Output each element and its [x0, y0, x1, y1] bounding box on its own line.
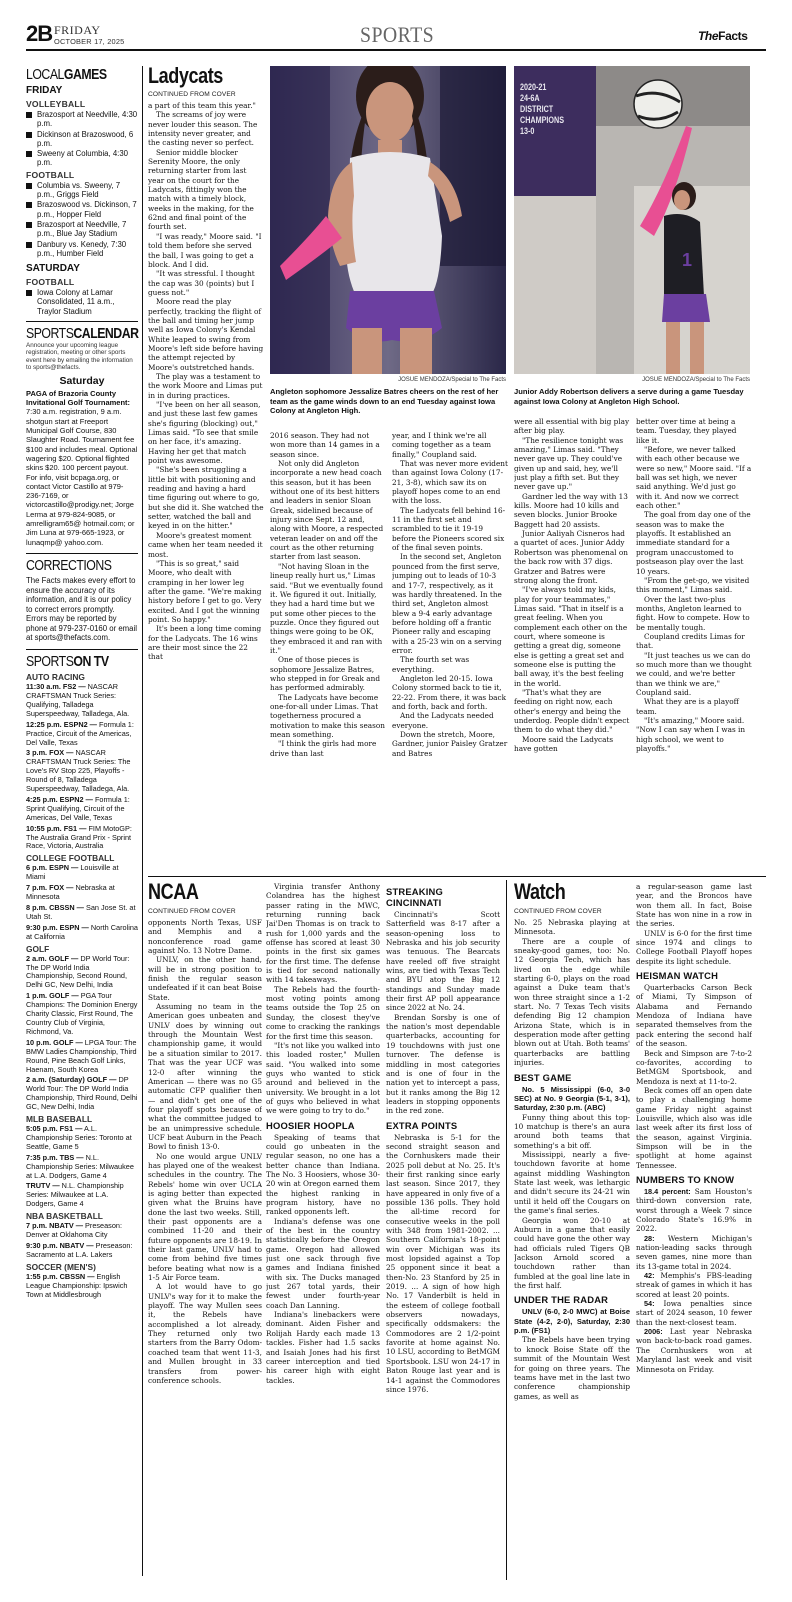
tv-time: 4:25 p.m. ESPN2 —	[26, 794, 93, 804]
football-label: FOOTBALL	[26, 169, 75, 180]
numbers-item	[636, 1234, 752, 1271]
numbers-value: Sam Houston's third-down conversion rate, worst through a Week 7 since Colorado State's 16.9% in 2022.	[636, 1186, 752, 1234]
article-column	[148, 918, 262, 1385]
newspaper-logo	[698, 29, 748, 43]
numbers-key: 18.4 percent:	[644, 1186, 691, 1196]
divider	[26, 649, 138, 650]
tv-time: 10:55 p.m. FS1 —	[26, 823, 87, 833]
tv-item	[26, 884, 138, 902]
tv-item	[26, 1154, 138, 1181]
paragraph: A lot would have to go UNLV's way for it to make the playoff. The way Mullen sees it, the Rebels have accomplished a lot already. They returned only two starters from the Barry Odom-coached team that went 11-3, and Mullen brought in 33 transfers from power-conference schools.	[148, 1282, 262, 1385]
tv-listing	[26, 672, 138, 1299]
watch-col2	[636, 882, 752, 1588]
subhead: UNDER THE RADAR	[514, 1294, 609, 1306]
numbers-item	[636, 1271, 752, 1299]
paragraph: "It's amazing," Moore said. "Now I can say when I was in high school, we went to playoffs."	[636, 716, 746, 754]
tv-time: 1 p.m. GOLF —	[26, 991, 79, 1001]
tv-time: 3 p.m. FOX —	[26, 748, 74, 758]
paragraph: "Not having Sloan in the lineup really hurt us," Limas said. "But we eventually found it. We figured it out. Initially, they had a hard time but we put some other pieces to the puzzle. Once they figured out things were going to be OK, they embraced it and ran with it."	[270, 561, 384, 655]
tv-desc: N.L. Championship Series: Milwaukee at L.A. Dodgers, Game 4	[26, 1181, 124, 1209]
tv-heading-a: SPORTS	[26, 653, 74, 671]
article-column	[636, 417, 752, 753]
subhead: BEST GAME	[514, 1071, 572, 1083]
football2-label: FOOTBALL	[26, 277, 75, 288]
tv-desc: Louisville at Miami	[26, 863, 119, 882]
paragraph: "Before, we never talked with each other because we were so new," Moore said. "If a ball was set high, we never said anything. We'd just go with it. And now we correct each other."	[636, 445, 752, 511]
paragraph: "The resilience tonight was amazing," Limas said. "They never gave up. They could've given up and said, hey, we'll just play a fifth set. But they never gave up."	[514, 435, 624, 492]
tv-category: SOCCER (MEN'S)	[26, 1261, 96, 1272]
tv-time: 1:55 p.m. CBSSN —	[26, 1271, 95, 1281]
ladycats-col3	[392, 431, 508, 871]
page-day: FRIDAY	[54, 23, 101, 37]
football-list	[26, 181, 138, 258]
paragraph: The screams of joy were never louder this season. The intensity never greater, and the casting never so perfect.	[148, 110, 258, 148]
local-games-heading-a: LOCAL	[26, 66, 64, 83]
tv-desc: FIM MotoGP: The Australia Grand Prix - Sprint Race, Victoria, Australia	[26, 823, 132, 851]
tv-time: 6 p.m. ESPN —	[26, 863, 79, 873]
article-column	[636, 882, 752, 1374]
paragraph: No. 25 Nebraska playing at Minnesota.	[514, 918, 630, 937]
watch-continued: CONTINUED FROM COVER	[514, 908, 602, 915]
paragraph: The Ladycats fell behind 16-11 in the first set and scrambled to tie it 19-19 before the Pioneers scored six of the final seven points.	[392, 505, 506, 553]
ladycats-col4	[514, 417, 630, 871]
numbers-item	[636, 1327, 752, 1374]
tv-heading-b: ON TV	[73, 653, 109, 671]
tv-desc: PGA Tour Champions: The Dominion Energy Charity Classic, First Round, The Country Club of Virginia, Richmond, Va.	[26, 991, 138, 1036]
paragraph: Angleton led 20-15. Iowa Colony stormed back to tie it, 22-22. From there, it was back and forth, back and forth.	[392, 673, 507, 711]
banner-line: 13-0	[520, 126, 535, 136]
corrections-body: The Facts makes every effort to ensure the accuracy of its information, and it is our policy to correct errors promptly. Errors may be reported by phone at 979-237-0160 or email at sports@thefacts.com.	[26, 575, 137, 643]
logo-the: The	[698, 29, 719, 43]
paragraph: The goal from day one of the season was to make the playoffs. It established an immediate standard for a program unaccustomed to postseason play over the last 10 years.	[636, 510, 751, 576]
banner-line: DISTRICT CHAMPIONS	[520, 104, 565, 125]
paragraph: What they are is a playoff team.	[636, 697, 739, 716]
subhead: EXTRA POINTS	[386, 1119, 458, 1131]
tv-desc: Formula 1: Sprint Qualifying, Circuit of the Americas, Del Valle, Texas	[26, 794, 130, 822]
tv-item	[26, 924, 138, 942]
list-item: Brazosport at Needville, 7 p.m., Blue Jay Stadium	[26, 220, 138, 239]
tv-item	[26, 955, 138, 991]
paragraph: "It was stressful. I thought the cap was 30 (points) but I guess not."	[148, 269, 255, 297]
section-title: SPORTS	[360, 22, 435, 47]
subhead: STREAKING CINCINNATI	[386, 886, 444, 908]
calendar-heading-b: CALENDAR	[73, 325, 139, 343]
tv-item	[26, 825, 138, 852]
tv-time: 5:05 p.m. FS1 —	[26, 1124, 83, 1134]
paragraph: Gardner led the way with 13 kills. Moore had 10 kills and seven blocks. Junior Brooke Baggett had 20 assists.	[514, 491, 628, 529]
paragraph: Georgia won 20-10 at Auburn in a game that easily could have gone the other way had officials ruled Tigers QB Jackson Arnold scored a touchdown rather than fumbled at the goal line late in the first half.	[514, 1215, 630, 1290]
calendar-event-title: PAGA of Brazoria County Invitational Golf Tournament:	[26, 388, 131, 408]
local-games-heading-b: GAMES	[63, 66, 107, 83]
tv-desc: NASCAR CRAFTSMAN Truck Series: Qualifying, Talladega Superspeedway, Talladega, Ala.	[26, 682, 130, 718]
numbers-item	[636, 1299, 752, 1327]
numbers-value: Last year Nebraska won back-to-back road games. The Cornhuskers won at Maryland last week and visit Minnesota on Friday.	[636, 1327, 752, 1374]
list-item: Brazoswood vs. Dickinson, 7 p.m., Hopper Field	[26, 200, 138, 219]
tv-category: NBA BASKETBALL	[26, 1211, 103, 1222]
paragraph: "She's been struggling a little bit with positioning and reading and having a hard time figuring out where to go, but she did it. She watched the setter, watched the ball and keyed in on the hitter."	[148, 465, 264, 531]
tv-desc: A.L. Championship Series: Toronto at Seattle, Game 5	[26, 1124, 132, 1151]
banner-line: 24-6A	[520, 93, 540, 103]
tv-category: COLLEGE FOOTBALL	[26, 853, 115, 864]
tv-desc: DP World Tour: The DP World India Championship, Third Round, Delhi GC, New Delhi, India	[26, 1075, 138, 1112]
numbers-value: Memphis's FBS-leading streak of games in which it has scored at least 20 points.	[636, 1271, 752, 1299]
paragraph: Virginia transfer Anthony Colandrea has the highest passer rating in the MWC, returning running back Jai'Den Thomas is on track to rush for 1,000 yards and the offense has scored at least 30 points in the first six games for the first time. The defense is tied for second nationally with 14 takeaways.	[266, 882, 380, 985]
tv-item	[26, 1182, 138, 1209]
paragraph: UNLV, on the other hand, will be in strong position to finish the regular season undefeated if it can beat Boise State.	[148, 955, 262, 1002]
list-item: Danbury vs. Kenedy, 7:30 p.m., Humber Field	[26, 240, 138, 259]
paragraph: There are a couple of sneaky-good games, too: No. 12 Georgia Tech, which has lived on the edge while starting 6-0, plays on the road against a Duke team that's won three straight since a 1-2 start. No. 7 Texas Tech visits defending Big 12 champion Arizona State, which is in desperation mode after getting blown out at Utah. Both teams' quarterbacks are battling injuries.	[514, 936, 630, 1068]
section-divider-vertical	[506, 880, 507, 1580]
tv-time: 9:30 p.m. ESPN —	[26, 922, 89, 932]
tv-category: AUTO RACING	[26, 672, 85, 683]
ncaa-continued: CONTINUED FROM COVER	[148, 908, 236, 915]
paragraph: Beck and Simpson are 7-to-2 co-favorites, according to BetMGM Sportsbook, and Mendoza is next at 11-to-2.	[636, 1048, 752, 1086]
paragraph: Mississippi, nearly a five-touchdown favorite at home against middling Washington State last week, was lethargic and didn't secure its 24-21 win until it held off the Cougars on the game's final series.	[514, 1150, 630, 1216]
tv-item	[26, 749, 138, 794]
page-date: OCTOBER 17, 2025	[54, 37, 125, 46]
paragraph: "It just teaches us we can do so much more than we thought we could, and we're better than we think we are," Coupland said.	[636, 650, 752, 697]
divider	[26, 553, 138, 554]
tv-item	[26, 864, 138, 882]
photo-batres	[270, 66, 506, 374]
tv-time: 2 a.m. GOLF —	[26, 953, 79, 963]
paragraph: "I've always told my kids, play for your teammates," Limas said. "That in itself is a great feeling. When you complement each other on the court, where someone is getting a great dig, someone else is getting a great set and someone else is putting the ball away, it's the best feeling in the world.	[514, 585, 628, 688]
numbers-value: Iowa penalties since start of 2024 season, 10 fewer than the next-closest team.	[636, 1299, 752, 1327]
paragraph: Funny thing about this top-10 matchup is there's an aura around both teams that something's a bit off.	[514, 1112, 630, 1150]
photo-robertson	[514, 66, 750, 374]
tv-desc: LPGA Tour: The BMW Ladies Championship, Third Round, Pine Beach Golf Links, Haenam, South Korea	[26, 1037, 137, 1074]
numbers-value: Western Michigan's nation-leading sacks through seven games, nine more than its 13-game total in 2024.	[636, 1233, 752, 1271]
tv-desc: Formula 1: Practice, Circuit of the Americas, Del Valle, Texas	[26, 719, 134, 747]
calendar-event-body: 7:30 a.m. registration, 9 a.m. shotgun start at Freeport Municipal Golf Course, 830 Slaughter Road. Tournament fee $100 and includes meal. Optional wagering $20. Optional flighted skins $20. 100 percent payout. For info, visit bcpaga.org, or contact Victor Castillo at 979-236-7169, or victorcastillo@prodigy.net; Jorge Lerma at 979-824-9085, or amrelligram65@ hotmail.com; or Jim Luna at 979-665-1923, or lunaqmp@ yahoo.com.	[26, 407, 138, 547]
logo-facts: Facts	[718, 29, 748, 43]
tv-desc: Preseason: Denver at Oklahoma City	[26, 1221, 122, 1240]
saturday-label: SATURDAY	[26, 263, 80, 275]
tv-item	[26, 796, 138, 823]
paragraph: That was never more evident than against Iowa Colony (17-21, 3-8), which saw its on playoff hopes come to an end with the loss.	[392, 459, 508, 506]
tv-time: TRUTV —	[26, 1181, 60, 1191]
svg-text:1: 1	[682, 250, 693, 270]
calendar-event	[26, 389, 138, 547]
ladycats-headline: Ladycats	[148, 63, 223, 88]
page-number: 2B	[26, 21, 53, 46]
paragraph: Cincinnati's Scott Satterfield was 8-17 after a season-opening loss to Nebraska and his job security was tenuous. The Bearcats have reeled off five straight wins, are tied with Texas Tech and BYU atop the Big 12 standings and Sunday made their first AP poll appearance since 2022 at No. 24.	[386, 910, 500, 1013]
subhead: HEISMAN WATCH	[636, 970, 719, 982]
tv-item	[26, 1273, 138, 1300]
paragraph: UNLV is 6-0 for the first time since 1974 and clings to College Football Playoff hopes despite its light schedule.	[636, 928, 752, 966]
paragraph: 2016 season. They had not won more than 14 games in a season since.	[270, 431, 380, 459]
sidebar-divider	[142, 66, 143, 1576]
tv-desc: DP World Tour: The DP World India Championship, Second Round, Delhi GC, New Delhi, India	[26, 953, 130, 990]
tv-item	[26, 721, 138, 748]
watch-headline: Watch	[514, 879, 566, 904]
ncaa-col1	[148, 918, 262, 1588]
paragraph: Assuming no team in the American goes unbeaten and UNLV does by winning out through the Mountain West championship game, it would be a situation similar to 2017. That was the year UCF was 12-0 after winning the American — there was no G5 automatic CFP qualifier then — and didn't get one of the four playoff spots because of what the committee judged to be an unimpressive schedule. UCF beat Auburn in the Peach Bowl to finish 13-0.	[148, 1002, 262, 1152]
tv-desc: English League Championship: Ipswich Town at Middlesbrough	[26, 1271, 128, 1299]
list-item: Columbia vs. Sweeny, 7 p.m., Griggs Field	[26, 181, 138, 200]
paragraph: Speaking of teams that could go unbeaten in the regular season, no one has a better chance than Indiana. The No. 3 Hoosiers, whose 30-20 win at Oregon earned them the highest ranking in program history, have no ranked opponents left.	[266, 1132, 380, 1217]
tv-item	[26, 1125, 138, 1152]
article-column	[266, 882, 380, 1385]
header-rule	[26, 49, 766, 51]
tv-desc: Preseason: Sacramento at L.A. Lakers	[26, 1241, 133, 1259]
tv-time: 7 p.m. NBATV —	[26, 1221, 84, 1231]
list-item: Dickinson at Brazoswood, 6 p.m.	[26, 130, 138, 149]
tv-item	[26, 1039, 138, 1075]
numbers-item	[636, 1187, 752, 1234]
numbers-key: 42:	[644, 1271, 655, 1281]
local-games-heading	[26, 66, 118, 83]
tv-desc: San Jose St. at Utah St.	[26, 903, 136, 921]
article-column	[386, 886, 500, 1394]
divider	[26, 321, 138, 322]
paragraph: were all essential with big play after big play.	[514, 417, 630, 436]
photo2-caption: Junior Addy Robertson delivers a serve during a game Tuesday against Iowa Colony at Angleton High School.	[514, 387, 744, 406]
tv-item	[26, 904, 138, 922]
paragraph: Not only did Angleton incorporate a new head coach this season, but it has been without one of its best hitters and leaders in senior Sloan Greak, sidelined because of injury since Sept. 12 and, along with Moore, a respected veteran leader on and off the court as the other returning starter from last season.	[270, 459, 384, 562]
paragraph: "I was ready," Moore said. "I told them before she served the ball, I was going to get a block. And I did.	[148, 231, 262, 269]
photo2-credit: JOSUE MENDOZA/Special to The Facts	[642, 377, 750, 383]
paragraph: year, and I think we're all coming together as a team finally," Coupland said.	[392, 431, 492, 459]
paragraph: Indiana's linebackers were dominant. Aiden Fisher and Rolijah Hardy each made 13 tackles. Fisher had 1.5 sacks and Isaiah Jones had his first career interception and tied his career high with eight tackles.	[266, 1310, 380, 1385]
ladycats-col1	[148, 101, 264, 871]
article-column	[148, 101, 264, 662]
tv-category: GOLF	[26, 943, 50, 954]
paragraph: "I've been on her all season, and just these last few games she's figuring (blocking) out," Limas said. "To see that smile on her face, it's amazing. Having her get that match point was awesome.	[148, 400, 261, 466]
paragraph: Moore's greatest moment came when her team needed it most.	[148, 530, 263, 559]
paragraph: "From the get-go, we visited this moment," Limas said.	[636, 575, 750, 595]
tv-heading	[26, 653, 118, 670]
subhead: NUMBERS TO KNOW	[636, 1173, 735, 1185]
ladycats-continued: CONTINUED FROM COVER	[148, 91, 236, 98]
tv-time: 10 p.m. GOLF —	[26, 1037, 83, 1047]
subhead: HOOSIER HOOPLA	[266, 1119, 355, 1131]
article-column	[514, 918, 630, 1401]
paragraph: The Rebels had the fourth-most voting points among teams outside the Top 25 on Sunday, the closest they've come to cracking the rankings for the first time this season.	[266, 984, 380, 1041]
paragraph: "That's what they are feeding on right now, each other's energy and being the underdog. People didn't expect them to do what they did."	[514, 687, 630, 735]
corrections-heading: CORRECTIONS	[26, 556, 112, 574]
paragraph: "This is so great," said Moore, who dealt with cramping in her lower leg after the game. "We're making history before I get to go. Very excited. And I got the winning point. So happy."	[148, 558, 262, 624]
paragraph: Over the last two-plus months, Angleton learned to fight. How to compete. How to be mentally tough.	[636, 594, 750, 632]
volleyball-list	[26, 110, 138, 168]
numbers-key: 54:	[644, 1299, 655, 1309]
volleyball-player-photo	[270, 66, 506, 374]
tv-item	[26, 1242, 138, 1260]
ladycats-col5	[636, 417, 752, 871]
tv-desc: North Carolina at California	[26, 922, 138, 941]
tv-time: 11:30 a.m. FS2 —	[26, 682, 86, 692]
list-item: Brazosport at Needville, 4:30 p.m.	[26, 110, 138, 129]
paragraph: "I think the girls had more drive than last	[270, 739, 377, 758]
list-item: Iowa Colony at Lamar Consolidated, 11 a.m., Traylor Stadium	[26, 288, 138, 316]
paragraph: "It's not like you walked into this loaded roster," Mullen said. "You walked into some guys who wanted to stick around and believed in the university. We brought in a lot of guys who believed in what we were going to try to do."	[266, 1040, 380, 1116]
paragraph: And the Ladycats needed everyone.	[392, 711, 494, 730]
tv-item	[26, 683, 138, 719]
tv-time: 7:35 p.m. TBS —	[26, 1152, 84, 1162]
paragraph: The Rebels have been trying to knock Boise State off the summit of the Mountain West for going on three years. The teams have met in the last two conference championship games, as well as	[514, 1335, 630, 1401]
paragraph: Junior Aaliyah Cisneros had a quartet of aces. Junior Addy Robertson was phenomenal on the back row with 37 digs. Gratzer and Batres were strong along the front.	[514, 529, 628, 585]
paragraph: opponents North Texas, USF and Memphis and a nonconference road game against No. 13 Notre Dame.	[148, 918, 262, 956]
tv-item	[26, 1222, 138, 1240]
paragraph: Moore read the play perfectly, tracking the flight of the ball and timing her jump well as Iowa Colony's Kendal White leaped to swing from Moore's left side before having the attempt rejected by Moore's outstretched hands.	[148, 297, 264, 372]
paragraph: Quarterbacks Carson Beck of Miami, Ty Simpson of Alabama and Fernando Mendoza of Indiana have separated themselves from the pack entering the second half of the season.	[636, 983, 752, 1049]
numbers-key: 2006:	[644, 1327, 663, 1337]
article-column	[514, 417, 630, 753]
numbers-key: 28:	[644, 1233, 655, 1243]
paragraph: Nebraska is 5-1 for the second straight season and the Cornhuskers made their 2025 poll debut at No. 25. It's their first ranking since early last season. Since 2017, they have appeared in only five of a possible 136 polls. They hold the all-time record for consecutive weeks in the poll with 348 from 1981-2002. ... Southern California's 18-point win over Michigan was its most lopsided against a Top 25 opponent since it beat a then-No. 23 Stanford by 25 in 2019. ... A sign of how high No. 17 Vanderbilt is held in the esteem of college football observers nowadays, specifically oddsmakers: the Commodores are 2 1/2-point favorite at home against No. 10 LSU, according to BetMGM Sportsbook. LSU won 24-17 in Baton Rouge last year and is 14-1 against the Commodores since 1976.	[386, 1132, 500, 1394]
watch-col1	[514, 918, 630, 1588]
paragraph: Indiana's defense was one of the best in the country statistically before the Oregon game. Oregon had allowed just one sack through five games and Indiana finished with six. The Ducks managed just 267 total yards, their fewest under fourth-year coach Dan Lanning.	[266, 1216, 380, 1310]
paragraph: In the second set, Angleton pounced from the first serve, jumping out to leads of 10-3 and 17-7, respectively, as it was hardly threatened. In the third set, Angleton almost blew a 9-4 early advantage before holding off a frantic Pioneer rally and escaping with a 25-23 win on a serving error.	[392, 552, 502, 655]
game-line: No. 5 Mississippi (6-0, 3-0 SEC) at No. 9 Georgia (5-1, 3-1), Saturday, 2:30 p.m. (ABC)	[514, 1084, 630, 1113]
article-column	[392, 431, 508, 758]
article-column	[270, 431, 386, 758]
paragraph: It's been a long time coming for the Ladycats. The 16 wins are their most since the 22 that	[148, 624, 262, 662]
ladycats-col2	[270, 431, 386, 871]
paragraph: One of those pieces is sophomore Jessalize Batres, who stepped in for Greak and has performed admirably.	[270, 655, 381, 693]
list-item: Sweeny at Columbia, 4:30 p.m.	[26, 149, 138, 168]
paragraph: Down the stretch, Moore, Gardner, junior Paisley Gratzer and Batres	[392, 730, 508, 758]
photo1-credit: JOSUE MENDOZA/Special to The Facts	[398, 377, 506, 383]
tv-desc: N.L. Championship Series: Milwaukee at L.A. Dodgers, Game 4	[26, 1152, 134, 1180]
paragraph: a part of this team this year."	[148, 101, 256, 110]
paragraph: Beck comes off an open date to play a challenging home game Friday night against Louisville, which also was idle last week after its first loss of the season, against Virginia. Simpson will be in the spotlight at home against Tennessee.	[636, 1085, 752, 1170]
calendar-heading-a: SPORTS	[26, 325, 74, 343]
paragraph: a regular-season game last year, and the Broncos have won them all. In fact, Boise State has won nine in a row in the series.	[636, 882, 752, 929]
calendar-heading	[26, 325, 139, 343]
paragraph: The fourth set was everything.	[392, 655, 470, 674]
paragraph: Brendan Sorsby is one of the nation's most dependable quarterbacks, accounting for 19 touchdowns with just one turnover. The defense is middling in most categories and is one of four in the nation yet to intercept a pass, but it ranks among the Big 12 leaders in stopping opponents in the red zone.	[386, 1012, 500, 1116]
photo1-caption: Angleton sophomore Jessalize Batres cheers on the rest of her team as the game winds down to an end Tuesday against Iowa Colony at Angleton High.	[270, 387, 499, 416]
ncaa-col2	[266, 882, 380, 1588]
calendar-intro: Announce your upcoming league registration, meeting or other sports event here by emailing the information to sports@thefacts.	[26, 342, 133, 372]
ncaa-headline: NCAA	[148, 879, 199, 904]
tv-time: 2 a.m. (Saturday) GOLF —	[26, 1075, 117, 1085]
photo2-banner	[520, 82, 576, 137]
paragraph: The play was a testament to the work Moore and Limas put in in during practices.	[148, 371, 263, 400]
paragraph: Moore said the Ladycats have gotten	[514, 734, 614, 754]
paragraph: The Ladycats have become one-for-all under Limas. That togetherness procured a motivation to make this season mean something.	[270, 692, 385, 739]
paragraph: Coupland credits Limas for that.	[636, 631, 745, 651]
tv-desc: NASCAR CRAFTSMAN Truck Series: The Love's RV Stop 225, Playoffs - Round of 8, Talladega Superspeedway, Talladega, Ala.	[26, 748, 131, 794]
tv-time: 7 p.m. FOX —	[26, 883, 74, 893]
tv-item	[26, 992, 138, 1037]
volleyball-label: VOLLEYBALL	[26, 99, 86, 109]
tv-time: 8 p.m. CBSSN —	[26, 903, 84, 913]
tv-category: MLB BASEBALL	[26, 1114, 93, 1125]
tv-time: 9:30 p.m. NBATV —	[26, 1241, 94, 1251]
tv-item	[26, 1076, 138, 1112]
ncaa-col3	[386, 882, 500, 1588]
tv-time: 12:25 p.m. ESPN2 —	[26, 719, 97, 729]
sidebar	[26, 66, 138, 1302]
friday-label: FRIDAY	[26, 85, 63, 96]
game-line: UNLV (6-0, 2-0 MWC) at Boise State (4-2, 2-0), Saturday, 2:30 p.m. (FS1)	[514, 1307, 630, 1336]
tv-desc: Nebraska at Minnesota	[26, 883, 115, 902]
calendar-day: Saturday	[59, 374, 105, 387]
paragraph: better over time at being a team. Tuesday, they played like it.	[636, 417, 737, 445]
paragraph: Senior middle blocker Serenity Moore, the only returning starter from last year on the court for the Ladycats, fittingly won the match with a timely block, weeks in the making, for the 62nd and final point of the fourth set.	[148, 147, 254, 232]
banner-line: 2020-21	[520, 82, 547, 92]
section-divider	[148, 876, 766, 877]
paragraph: No one would argue UNLV has played one of the weakest schedules in the country. The Rebels' home win over UCLA is aging better than expected given what the Bruins have done the last two weeks. Still, their past opponents are a combined 11-20 and their future opponents are 18-19. In their last game, UNLV had to come from behind five times before beating what now is a 1-5 Air Force team.	[148, 1151, 262, 1283]
